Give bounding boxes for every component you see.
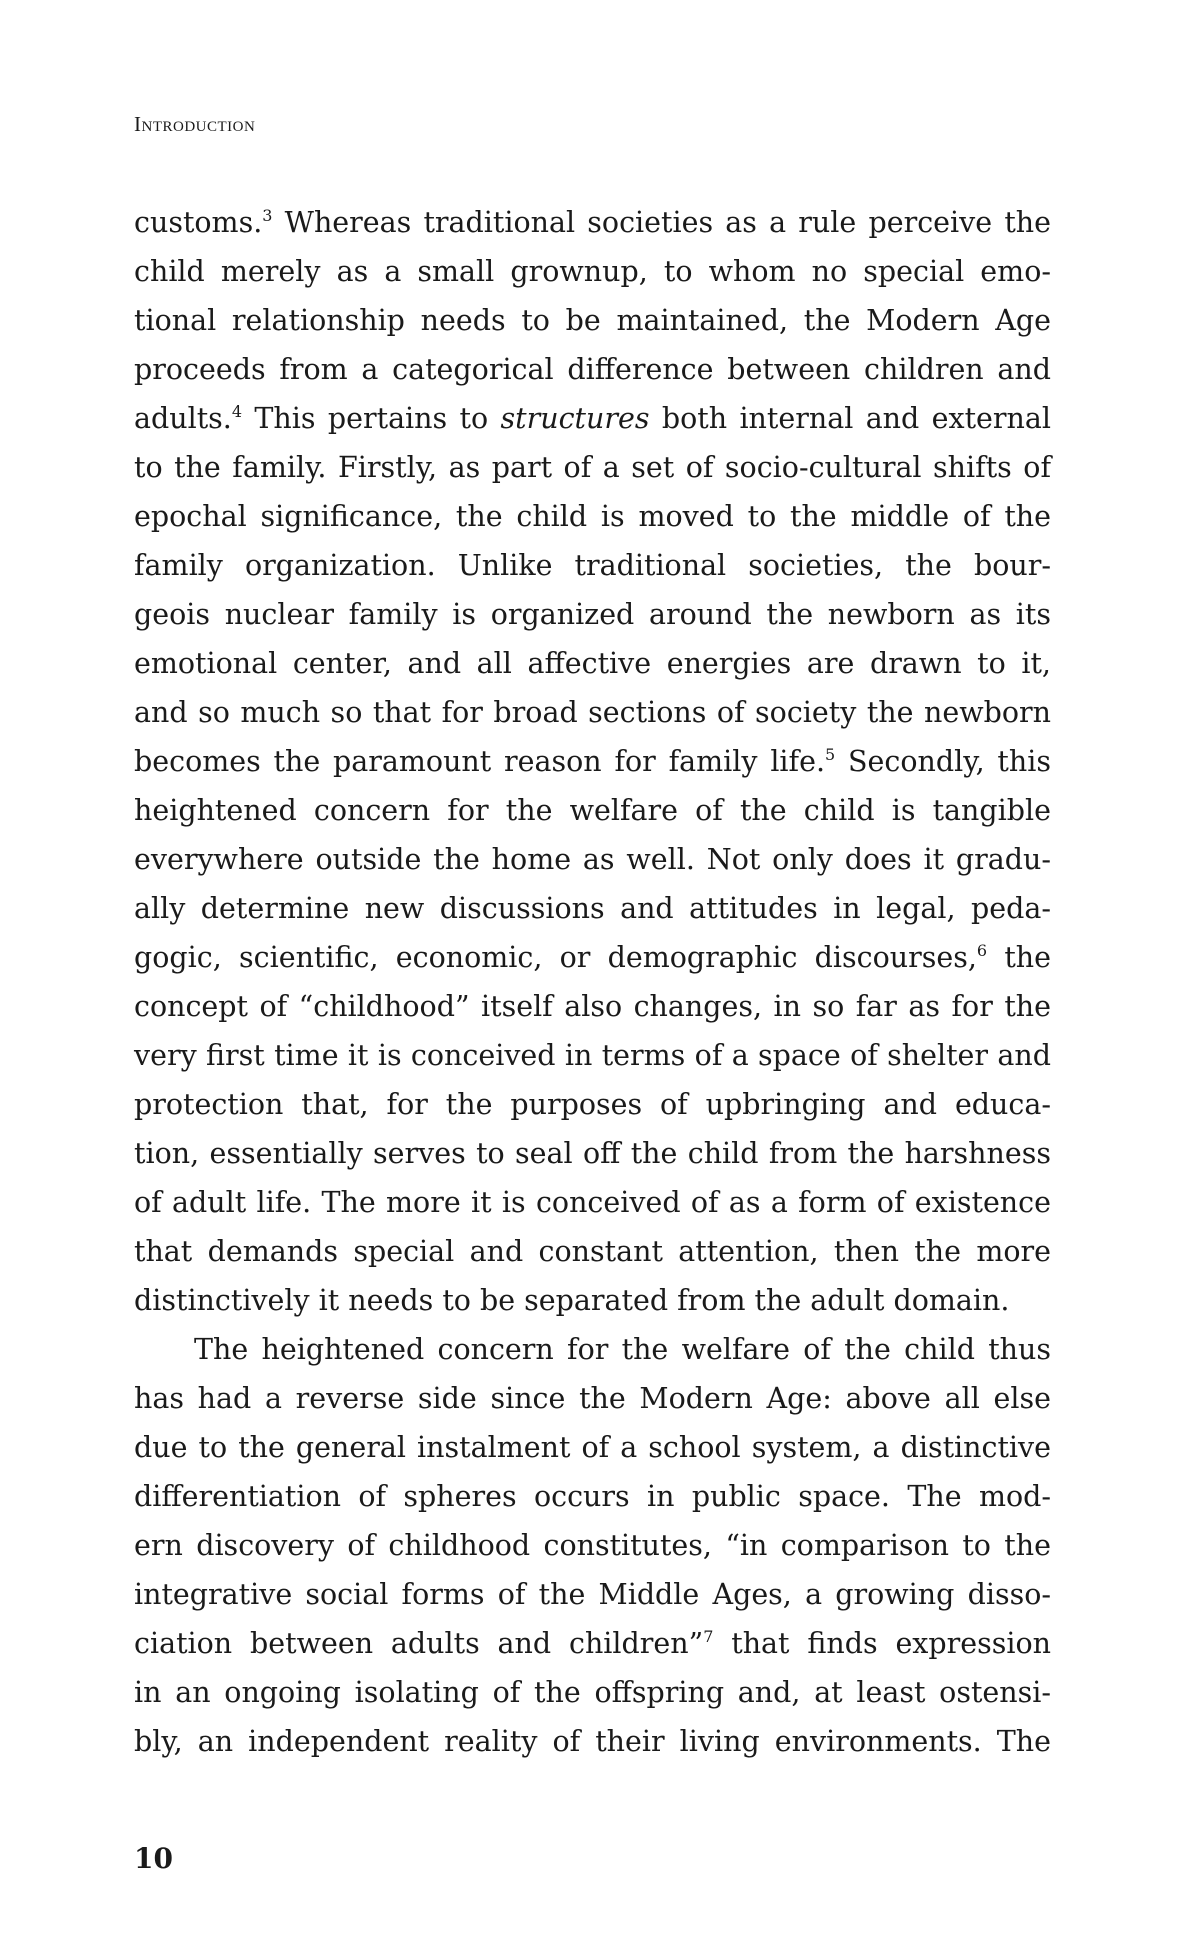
line-text: family organization. Unlike traditional societies, the bour- — [134, 549, 1051, 582]
text-line — [134, 247, 1051, 296]
text-line — [134, 394, 1051, 443]
running-head: Introduction — [134, 112, 256, 136]
text-line — [134, 1570, 1051, 1619]
text-line — [134, 1423, 1051, 1472]
text-line — [134, 835, 1051, 884]
paragraph — [134, 198, 1051, 1325]
text-line — [134, 982, 1051, 1031]
line-text: everywhere outside the home as well. Not only does it gradu- — [134, 843, 1051, 876]
line-text: ally determine new discussions and attitudes in legal, peda- — [134, 892, 1051, 925]
page-number: 10 — [134, 1842, 173, 1875]
text-line — [134, 345, 1051, 394]
text-line — [134, 590, 1051, 639]
line-text: adults. — [134, 402, 232, 435]
line-text: heightened concern for the welfare of the child is tangible — [134, 794, 1051, 827]
text-line — [134, 1717, 1051, 1766]
text-line — [134, 1619, 1051, 1668]
text-line — [134, 1374, 1051, 1423]
line-text: becomes the paramount reason for family life. — [134, 745, 826, 778]
line-text: This pertains to — [242, 402, 501, 435]
footnote-marker[interactable]: 6 — [976, 941, 988, 960]
line-text: emotional center, and all affective energies are drawn to it, — [134, 647, 1051, 680]
line-text: protection that, for the purposes of upbringing and educa- — [134, 1088, 1051, 1121]
line-text: due to the general instalment of a school system, a distinctive — [134, 1431, 1051, 1464]
text-line — [134, 933, 1051, 982]
line-text: and so much so that for broad sections of society the newborn — [134, 696, 1051, 729]
line-text: of adult life. The more it is conceived of as a form of existence — [134, 1186, 1051, 1219]
emphasis-text: structures — [500, 402, 650, 435]
text-line — [134, 1129, 1051, 1178]
line-text: very first time it is conceived in terms of a space of shelter and — [134, 1039, 1051, 1072]
line-text: epochal significance, the child is moved to the middle of the — [134, 500, 1051, 533]
text-line — [134, 1325, 1051, 1374]
line-text: The heightened concern for the welfare of the child thus — [194, 1333, 1051, 1366]
line-text: integrative social forms of the Middle Ages, a growing disso- — [134, 1578, 1051, 1611]
line-text: has had a reverse side since the Modern Age: above all else — [134, 1382, 1051, 1415]
line-text: Secondly, this — [835, 745, 1051, 778]
line-text: gogic, scientific, economic, or demographic discourses, — [134, 941, 977, 974]
text-line — [134, 541, 1051, 590]
text-line — [134, 786, 1051, 835]
text-line — [134, 1521, 1051, 1570]
text-line — [134, 1668, 1051, 1717]
footnote-marker[interactable]: 7 — [703, 1627, 714, 1646]
line-text: customs. — [134, 206, 263, 239]
line-text: ern discovery of childhood constitutes, “in comparison to the — [134, 1529, 1051, 1562]
text-line — [134, 296, 1051, 345]
line-text: geois nuclear family is organized around the newborn as its — [134, 598, 1051, 631]
text-line — [134, 1031, 1051, 1080]
body-text — [134, 198, 1051, 1766]
text-line — [134, 198, 1051, 247]
line-text: the — [987, 941, 1051, 974]
line-text: in an ongoing isolating of the offspring and, at least ostensi- — [134, 1676, 1051, 1709]
text-line — [134, 688, 1051, 737]
line-text: that finds expression — [713, 1627, 1051, 1660]
line-text: tion, essentially serves to seal off the child from the harshness — [134, 1137, 1051, 1170]
line-text: both internal and external — [649, 402, 1051, 435]
text-line — [134, 1080, 1051, 1129]
line-text: proceeds from a categorical difference between children and — [134, 353, 1051, 386]
line-text: child merely as a small grownup, to whom no special emo- — [134, 255, 1051, 288]
text-line — [134, 884, 1051, 933]
text-line — [134, 1178, 1051, 1227]
text-line — [134, 1276, 1051, 1325]
text-line — [134, 639, 1051, 688]
text-line — [134, 1227, 1051, 1276]
text-line — [134, 1472, 1051, 1521]
line-text: distinctively it needs to be separated from the adult domain. — [134, 1284, 1010, 1317]
line-text: Whereas traditional societies as a rule perceive the — [272, 206, 1051, 239]
line-text: differentiation of spheres occurs in public space. The mod- — [134, 1480, 1051, 1513]
text-line — [134, 737, 1051, 786]
line-text: ciation between adults and children” — [134, 1627, 704, 1660]
line-text: to the family. Firstly, as part of a set of socio-cultural shifts of — [134, 451, 1051, 484]
footnote-marker[interactable]: 4 — [231, 402, 243, 421]
text-line — [134, 443, 1051, 492]
line-text: concept of “childhood” itself also changes, in so far as for the — [134, 990, 1051, 1023]
text-line — [134, 492, 1051, 541]
paragraph — [134, 1325, 1051, 1766]
line-text: tional relationship needs to be maintained, the Modern Age — [134, 304, 1051, 337]
line-text: that demands special and constant attention, then the more — [134, 1235, 1051, 1268]
footnote-marker[interactable]: 5 — [825, 745, 836, 764]
footnote-marker[interactable]: 3 — [262, 206, 273, 225]
line-text: bly, an independent reality of their living environments. The — [134, 1725, 1051, 1758]
